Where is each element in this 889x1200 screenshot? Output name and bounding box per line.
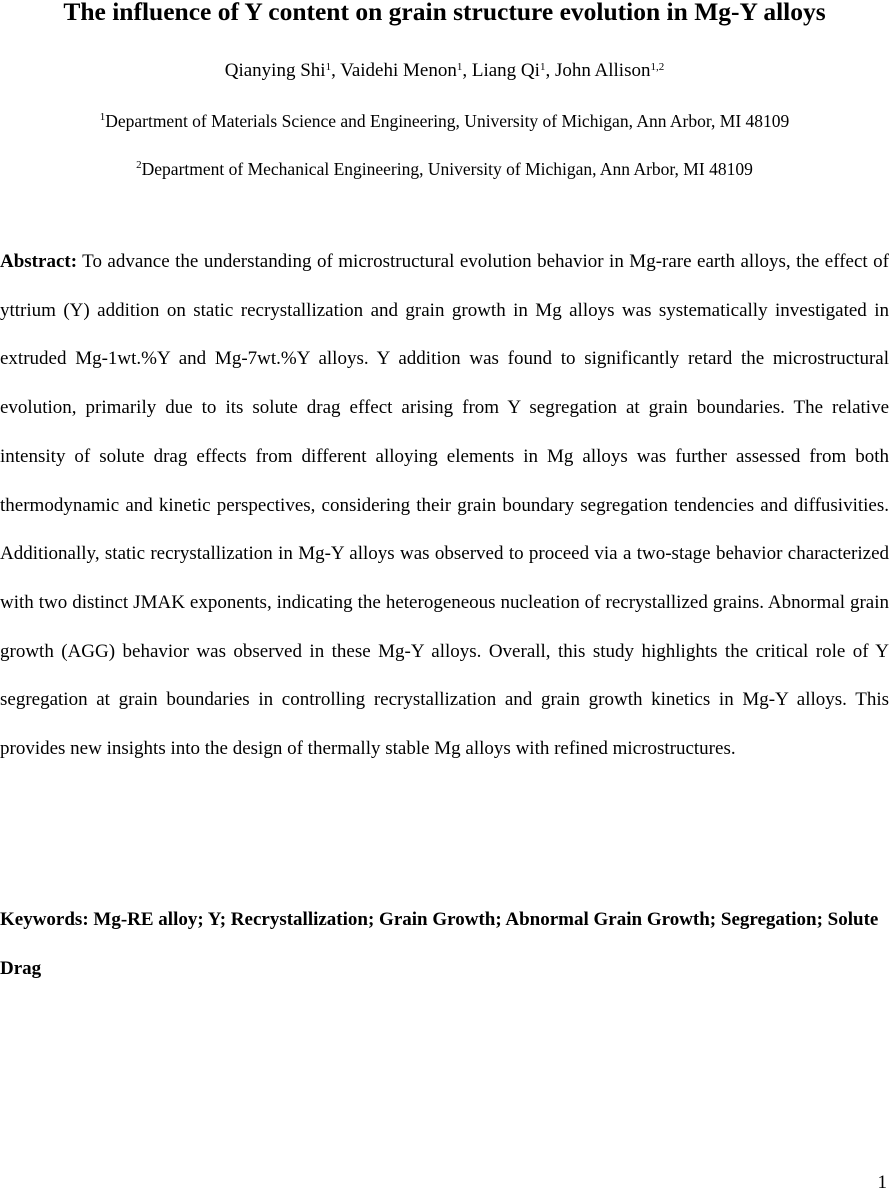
author-separator: , <box>545 60 555 81</box>
author-list <box>0 58 889 84</box>
author-name: Vaidehi Menon <box>340 60 457 81</box>
paper-title: The influence of Y content on grain structure evolution in Mg-Y alloys <box>63 0 826 26</box>
abstract-paragraph <box>0 238 889 774</box>
affiliation-text: Department of Mechanical Engineering, University of Michigan, Ann Arbor, MI 48109 <box>141 159 753 179</box>
affiliation-1 <box>0 109 889 133</box>
author-name: John Allison <box>554 60 651 81</box>
author-name: Liang Qi <box>471 60 540 81</box>
affiliation-mark: 2 <box>136 159 142 171</box>
abstract-text: To advance the understanding of microstructural evolution behavior in Mg-rare earth alloys, the effect of yttrium (Y) addition on static recrystallization and grain growth in Mg alloys was systematically investigated in extruded Mg-1wt.%Y and Mg-7wt.%Y alloys. Y addition was found to significantly retard the microstructural evolution, primarily due to its solute drag effect arising from Y segregation at grain boundaries. The relative intensity of solute drag effects from different alloying elements in Mg alloys was further assessed from both thermodynamic and kinetic perspectives, considering their grain boundary segregation tendencies and diffusivities. Additionally, static recrystallization in Mg-Y alloys was observed to proceed via a two-stage behavior characterized with two distinct JMAK exponents, indicating the heterogeneous nucleation of recrystallized grains. Abnormal grain growth (AGG) behavior was observed in these Mg-Y alloys. Overall, this study highlights the critical role of Y segregation at grain boundaries in controlling recrystallization and grain growth kinetics in Mg-Y alloys. This provides new insights into the design of thermally stable Mg alloys with refined microstructures. <box>0 251 889 760</box>
affiliation-text: Department of Materials Science and Engineering, University of Michigan, Ann Arbor, MI 48109 <box>105 111 790 131</box>
author-affiliation-mark: 1 <box>456 61 463 73</box>
author-affiliation-mark: 1,2 <box>650 61 665 73</box>
author-separator: , <box>331 60 341 81</box>
keywords-paragraph: Keywords: Mg-RE alloy; Y; Recrystallization; Grain Growth; Abnormal Grain Growth; Segregation; Solute Drag <box>0 909 879 979</box>
affiliation-2 <box>0 157 889 181</box>
abstract-label: Abstract: <box>0 251 78 272</box>
affiliation-mark: 1 <box>99 111 106 123</box>
page-number: 1 <box>877 1172 887 1193</box>
author-affiliation-mark: 1 <box>539 61 546 73</box>
author-name: Qianying Shi <box>224 60 326 81</box>
author-affiliation-mark: 1 <box>325 61 332 73</box>
author-separator: , <box>462 60 472 81</box>
